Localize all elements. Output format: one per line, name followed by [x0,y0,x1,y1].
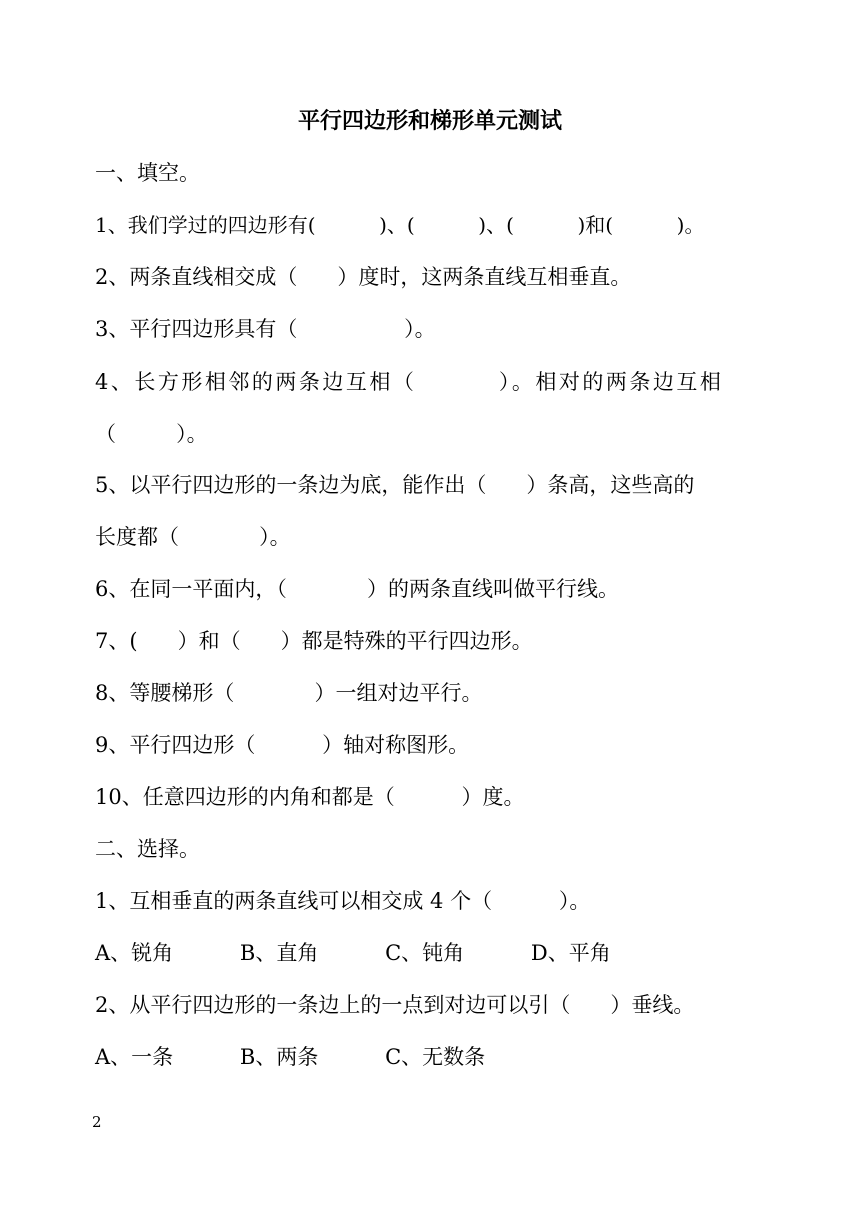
question-2-1: 1、互相垂直的两条直线可以相交成 4 个（ ）。 [95,889,591,913]
question-2-2-options: A、一条 B、两条 C、无数条 [95,1045,486,1069]
question-1-6: 6、在同一平面内，（ ）的两条直线叫做平行线。 [95,577,619,601]
question-1-2: 2、两条直线相交成（ ）度时，这两条直线互相垂直。 [95,265,632,289]
page-title: 平行四边形和梯形单元测试 [297,108,562,134]
question-1-9: 9、平行四边形（ ）轴对称图形。 [95,733,470,757]
question-2-1-options: A、锐角 B、直角 C、钝角 D、平角 [95,941,611,965]
question-1-5-line1: 5、以平行四边形的一条边为底，能作出（ ）条高，这些高的 [95,473,695,497]
section-heading-fill-in: 一、填空。 [95,161,200,185]
question-1-10: 10、任意四边形的内角和都是（ ）度。 [95,785,525,809]
question-1-5-line2: 长度都（ ）。 [95,525,291,549]
question-2-2: 2、从平行四边形的一条边上的一点到对边可以引（ ）垂线。 [95,993,695,1017]
question-1-7: 7、( ）和（ ）都是特殊的平行四边形。 [95,629,533,653]
question-1-3: 3、平行四边形具有（ ）。 [95,317,436,341]
question-1-4-line2: （ ）。 [95,422,208,446]
question-1-1: 1、我们学过的四边形有( )、( )、( )和( )。 [95,213,705,237]
section-heading-choice: 二、选择。 [95,837,200,861]
question-1-8: 8、等腰梯形（ ）一组对边平行。 [95,681,483,705]
page-number: 2 [92,1113,102,1131]
question-1-4-line1: 4、长方形相邻的两条边互相（ ）。相对的两条边互相 [95,370,724,394]
